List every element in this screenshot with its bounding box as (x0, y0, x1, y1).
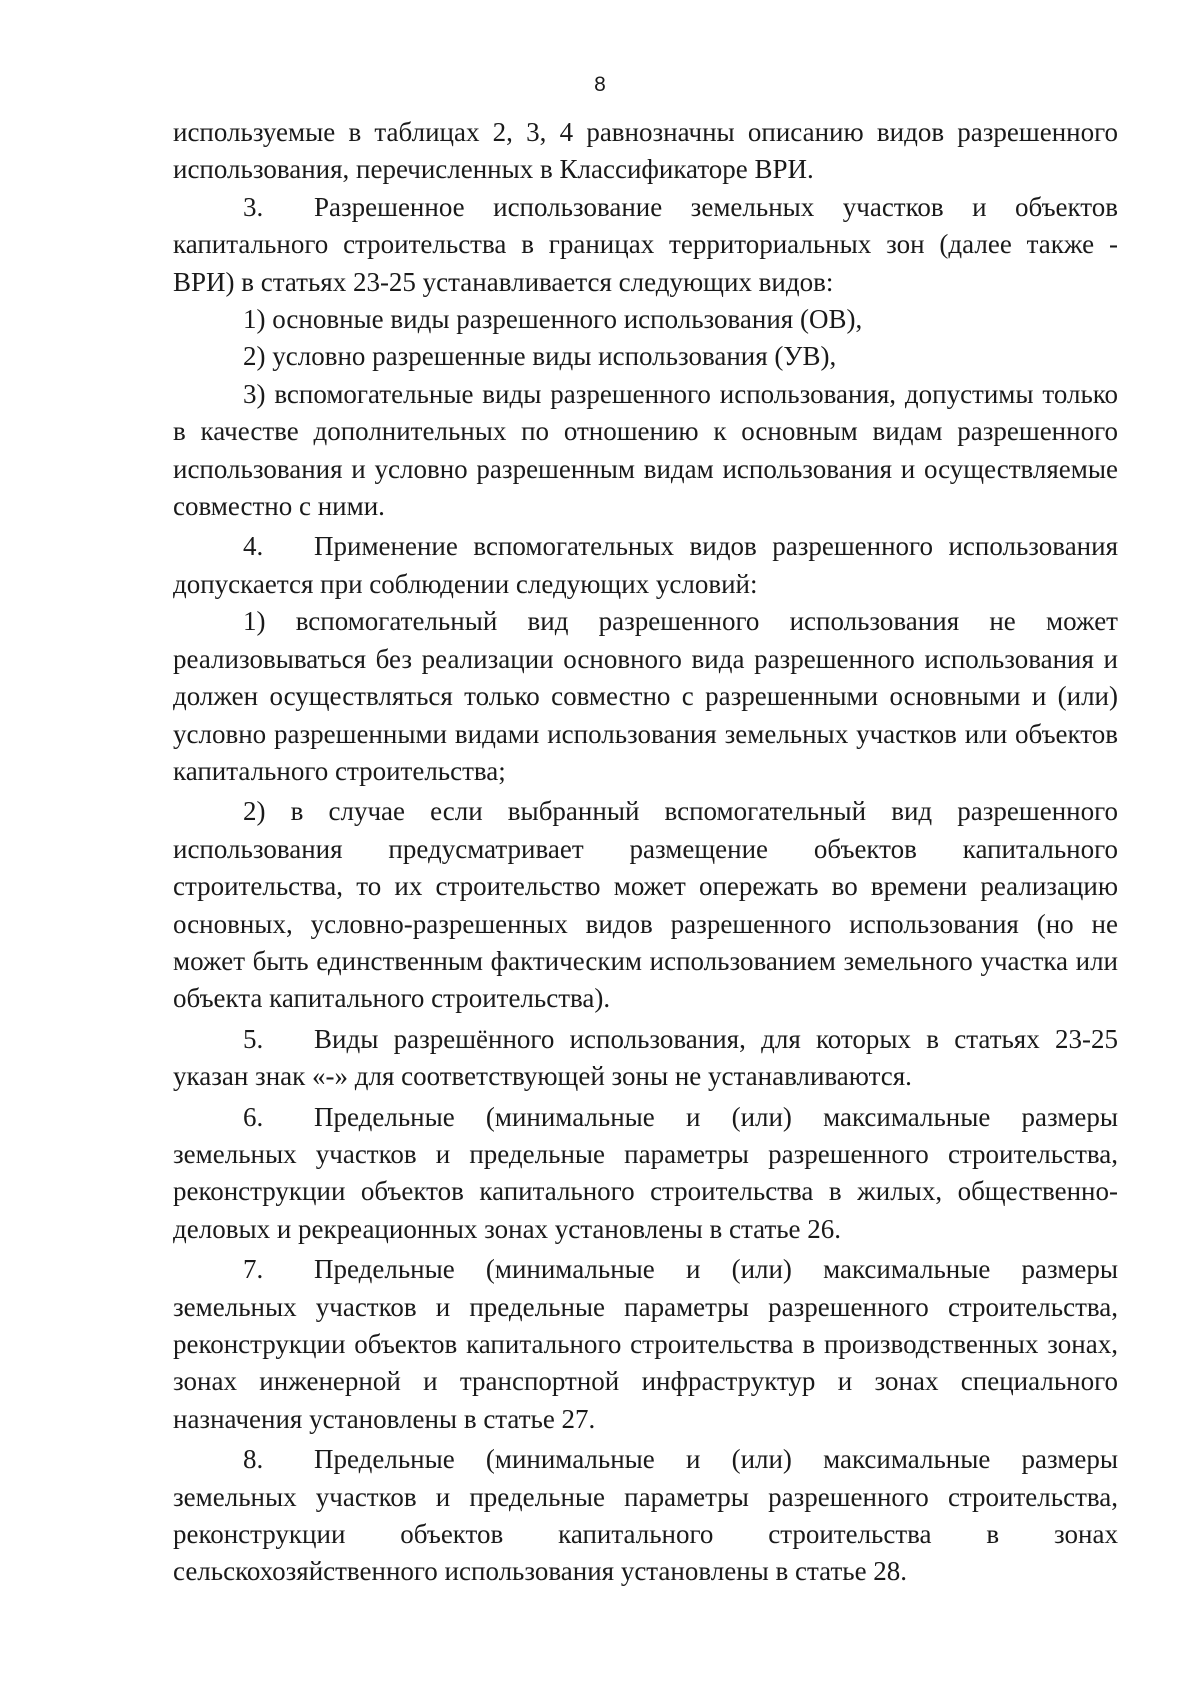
list-item-ov: 1) основные виды разрешенного использования (ОВ), (243, 304, 863, 335)
paragraph-text: Применение вспомогательных видов разрешенного использования допускается при соблюдении следующих условий: (173, 531, 1118, 599)
paragraph-number: 5. (243, 1023, 264, 1054)
paragraph-text: Предельные (минимальные и (или) максимальные размеры земельных участков и предельные параметры разрешенного строительства, реконструкции объектов капитального строительства в жилых, общественно-деловых и рекреационных зонах установлены в статье 26. (173, 1101, 1118, 1244)
paragraph-number: 3. (243, 191, 264, 222)
page-number: 8 (594, 73, 606, 96)
paragraph-3 (173, 189, 1118, 301)
condition-item-2: 2) в случае если выбранный вспомогательный вид разрешенного использования предусматривает размещение объектов капитального строительства, то их строительство может опережать во времени реализацию основных, условно-разрешенных видов разрешенного использования (но не может быть единственным фактическим использованием земельного участка или объекта капитального строительства). (173, 796, 1118, 1014)
paragraph-continuation: используемые в таблицах 2, 3, 4 равнозначны описанию видов разрешенного использования, перечисленных в Классификаторе ВРИ. (173, 117, 1118, 185)
paragraph-4 (173, 528, 1118, 603)
paragraph-text: Виды разрешённого использования, для которых в статьях 23-25 указан знак «-» для соответствующей зоны не устанавливаются. (173, 1023, 1118, 1092)
paragraph-number: 8. (243, 1444, 264, 1475)
paragraph-number: 4. (243, 531, 264, 562)
paragraph-7 (173, 1251, 1118, 1438)
list-item-auxiliary: 3) вспомогательные виды разрешенного использования, допустимы только в качестве дополнительных по отношению к основным видам разрешенного использования и условно разрешенным видам использования и осуществляемые совместно с ними. (173, 378, 1118, 522)
paragraph-text: Предельные (минимальные и (или) максимальные размеры земельных участков и предельные параметры разрешенного строительства, реконструкции объектов капитального строительства в зонах сельскохозяйственного использования установлены в статье 28. (173, 1444, 1118, 1587)
paragraph-number: 6. (243, 1101, 264, 1132)
document-body (173, 114, 1118, 1591)
list-item-uv: 2) условно разрешенные виды использования (УВ), (243, 341, 837, 372)
paragraph-6 (173, 1099, 1118, 1249)
paragraph-8 (173, 1441, 1118, 1591)
paragraph-text: Предельные (минимальные и (или) максимальные размеры земельных участков и предельные параметры разрешенного строительства, реконструкции объектов капитального строительства в производственных зонах, зонах инженерной и транспортной инфраструктур и зонах специального назначения установлены в статье 27. (173, 1254, 1118, 1434)
paragraph-number: 7. (243, 1254, 264, 1285)
paragraph-5 (173, 1021, 1118, 1096)
paragraph-text: Разрешенное использование земельных участков и объектов капитального строительства в границах территориальных зон (далее также - ВРИ) в статьях 23-25 устанавливается следующих видов: (173, 191, 1118, 297)
condition-item-1: 1) вспомогательный вид разрешенного использования не может реализовываться без реализации основного вида разрешенного использования и должен осуществляться только совместно с разрешенными основными и (или) условно разрешенными видами использования земельных участков или объектов капитального строительства; (173, 606, 1118, 786)
